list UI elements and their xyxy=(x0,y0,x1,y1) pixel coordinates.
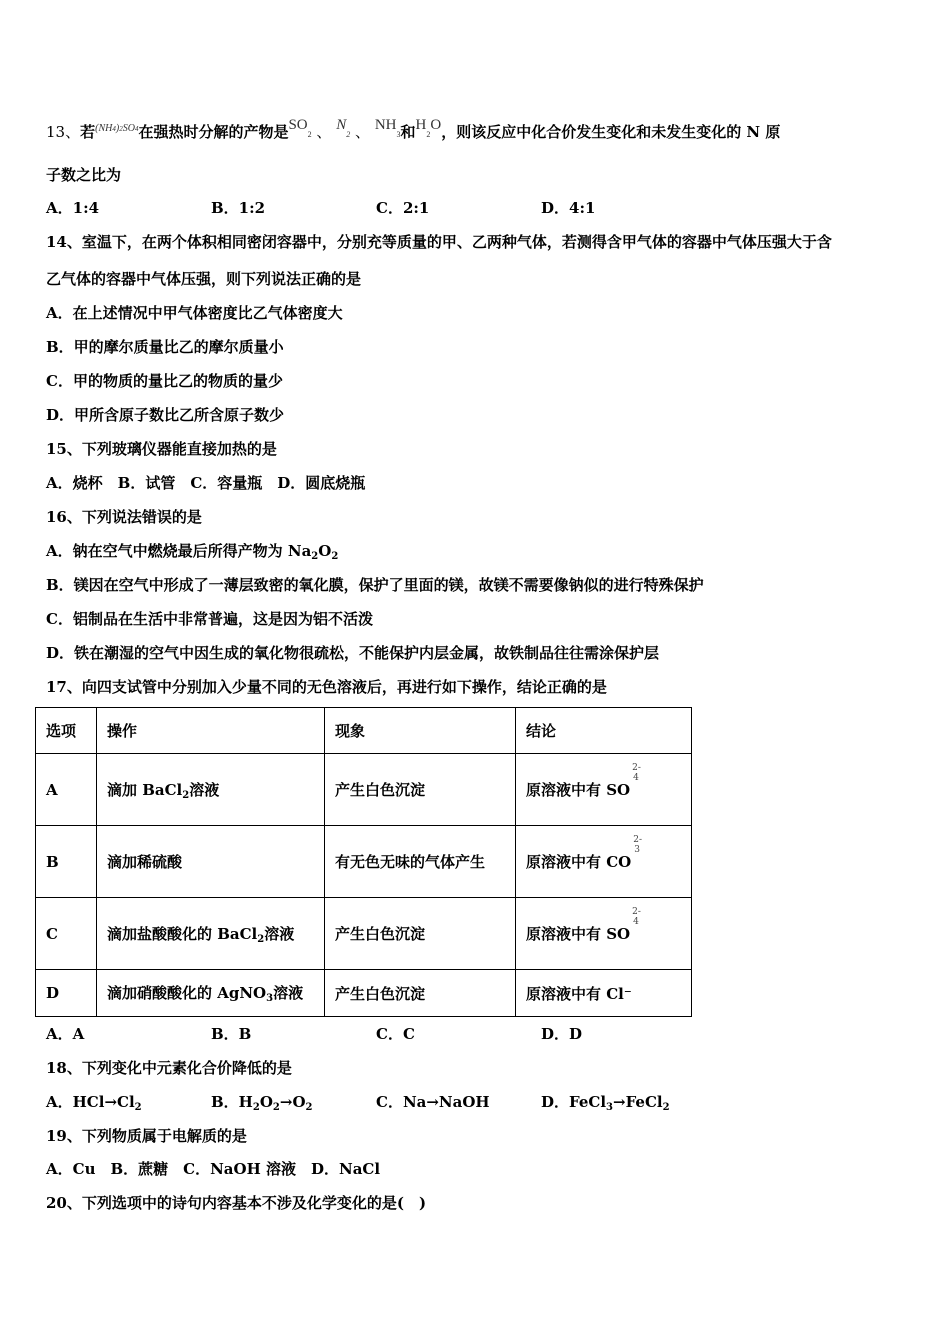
row-phenomenon: 有无色无味的气体产生 xyxy=(325,826,516,898)
formula-n2: N2 xyxy=(336,117,351,139)
row-option: A xyxy=(36,754,97,826)
q13-line1: 13、若$^{(NH4)2SO4}$在强热时分解的产物是SO2 、 N2 、 NH3和H2O，则该反应中化合价发生变化和未发生变化的 N 原 xyxy=(46,117,781,141)
row-phenomenon: 产生白色沉淀 xyxy=(325,970,516,1017)
formula-so2: SO2 xyxy=(288,117,312,139)
row-operation: 滴加盐酸酸化的 BaCl$_2$溶液 xyxy=(97,898,325,970)
q17-option-b: B．B xyxy=(211,1025,252,1043)
q14-stem-line2: 乙气体的容器中气体压强，则下列说法正确的是 xyxy=(46,270,362,288)
formula-h2o: H2O xyxy=(415,117,442,139)
row-option: C xyxy=(36,898,97,970)
q17-option-a: A．A xyxy=(46,1025,85,1043)
header-operation: 操作 xyxy=(97,708,325,754)
q13-text-3: 和 xyxy=(400,123,416,141)
header-conclusion: 结论 xyxy=(516,708,692,754)
q17-option-d: D．D xyxy=(541,1025,583,1043)
row-option: D xyxy=(36,970,97,1017)
q17-option-c: C．C xyxy=(376,1025,415,1043)
row-phenomenon: 产生白色沉淀 xyxy=(325,754,516,826)
table-row xyxy=(36,970,692,1017)
q16-option-b: B．镁因在空气中形成了一薄层致密的氧化膜，保护了里面的镁，故镁不需要像钠似的进行特殊保护 xyxy=(46,576,704,594)
q19-options: A．Cu B．蔗糖 C．NaOH 溶液 D．NaCl xyxy=(46,1160,381,1178)
row-phenomenon: 产生白色沉淀 xyxy=(325,898,516,970)
q20-stem: 20、下列选项中的诗句内容基本不涉及化学变化的是( ) xyxy=(46,1194,427,1212)
q13-text-1: 若 xyxy=(80,123,96,141)
q19-stem: 19、下列物质属于电解质的是 xyxy=(46,1127,247,1145)
q13-text-4: ，则该反应中化合价发生变化和未发生变化的 N 原 xyxy=(441,123,781,141)
q14-stem-line1: 14、室温下，在两个体积相同密闭容器中，分别充等质量的甲、乙两种气体，若测得含甲气体的容器中气体压强大于含 xyxy=(46,233,832,251)
q13-text-2: 在强热时分解的产物是 xyxy=(138,123,289,141)
q18-option-b: B．$H_2O_2\to O_2$ xyxy=(211,1093,313,1113)
q16-stem: 16、下列说法错误的是 xyxy=(46,508,202,526)
row-operation: 滴加 BaCl$_2$溶液 xyxy=(97,754,325,826)
q16-option-d: D．铁在潮湿的空气中因生成的氧化物很疏松，不能保护内层金属，故铁制品往往需涂保护层 xyxy=(46,644,660,662)
q18-option-a: A．$HCl\to Cl_2$ xyxy=(46,1093,142,1113)
row-conclusion: 原溶液中有 SO 2- 4 xyxy=(516,898,692,970)
table-header-row xyxy=(36,708,692,754)
q14-option-a: A．在上述情况中甲气体密度比乙气体密度大 xyxy=(46,304,343,322)
row-conclusion: 原溶液中有 CO 2- 3 xyxy=(516,826,692,898)
q13-option-d: D．4:1 xyxy=(541,199,596,217)
header-phenomenon: 现象 xyxy=(325,708,516,754)
q18-option-c: C．Na→NaOH xyxy=(376,1093,490,1111)
formula-nh3: NH3 xyxy=(374,117,401,139)
q18-option-d: D．FeCl$_3$→FeCl$_2$ xyxy=(541,1093,670,1113)
row-operation: 滴加稀硫酸 xyxy=(97,826,325,898)
q15-stem: 15、下列玻璃仪器能直接加热的是 xyxy=(46,440,277,458)
q17-table xyxy=(35,707,692,1017)
q14-option-b: B．甲的摩尔质量比乙的摩尔质量小 xyxy=(46,338,284,356)
q13-option-c: C．2:1 xyxy=(376,199,430,217)
q16-option-a: A．钠在空气中燃烧最后所得产物为 $Na_2O_2$ xyxy=(46,542,339,562)
row-option: B xyxy=(36,826,97,898)
formula-ammonium-sulfate: (NH4)2SO4 xyxy=(95,123,139,134)
row-conclusion: 原溶液中有 Cl⁻ xyxy=(516,970,692,1017)
q16-option-c: C．铝制品在生活中非常普遍，这是因为铝不活泼 xyxy=(46,610,373,628)
q13-line2: 子数之比为 xyxy=(46,166,122,184)
row-operation: 滴加硝酸酸化的 AgNO$_3$溶液 xyxy=(97,970,325,1017)
table-row xyxy=(36,754,692,826)
table-row xyxy=(36,898,692,970)
q13-number: 13、 xyxy=(46,123,81,141)
q17-stem: 17、向四支试管中分别加入少量不同的无色溶液后，再进行如下操作，结论正确的是 xyxy=(46,678,607,696)
q14-option-d: D．甲所含原子数比乙所含原子数少 xyxy=(46,406,285,424)
q18-stem: 18、下列变化中元素化合价降低的是 xyxy=(46,1059,292,1077)
q13-option-b: B．1:2 xyxy=(211,199,266,217)
q14-option-c: C．甲的物质的量比乙的物质的量少 xyxy=(46,372,283,390)
q15-options: A．烧杯 B．试管 C．容量瓶 D．圆底烧瓶 xyxy=(46,474,366,492)
q13-option-a: A．1:4 xyxy=(46,199,100,217)
header-option: 选项 xyxy=(36,708,97,754)
row-conclusion: 原溶液中有 SO 2- 4 xyxy=(516,754,692,826)
table-row xyxy=(36,826,692,898)
